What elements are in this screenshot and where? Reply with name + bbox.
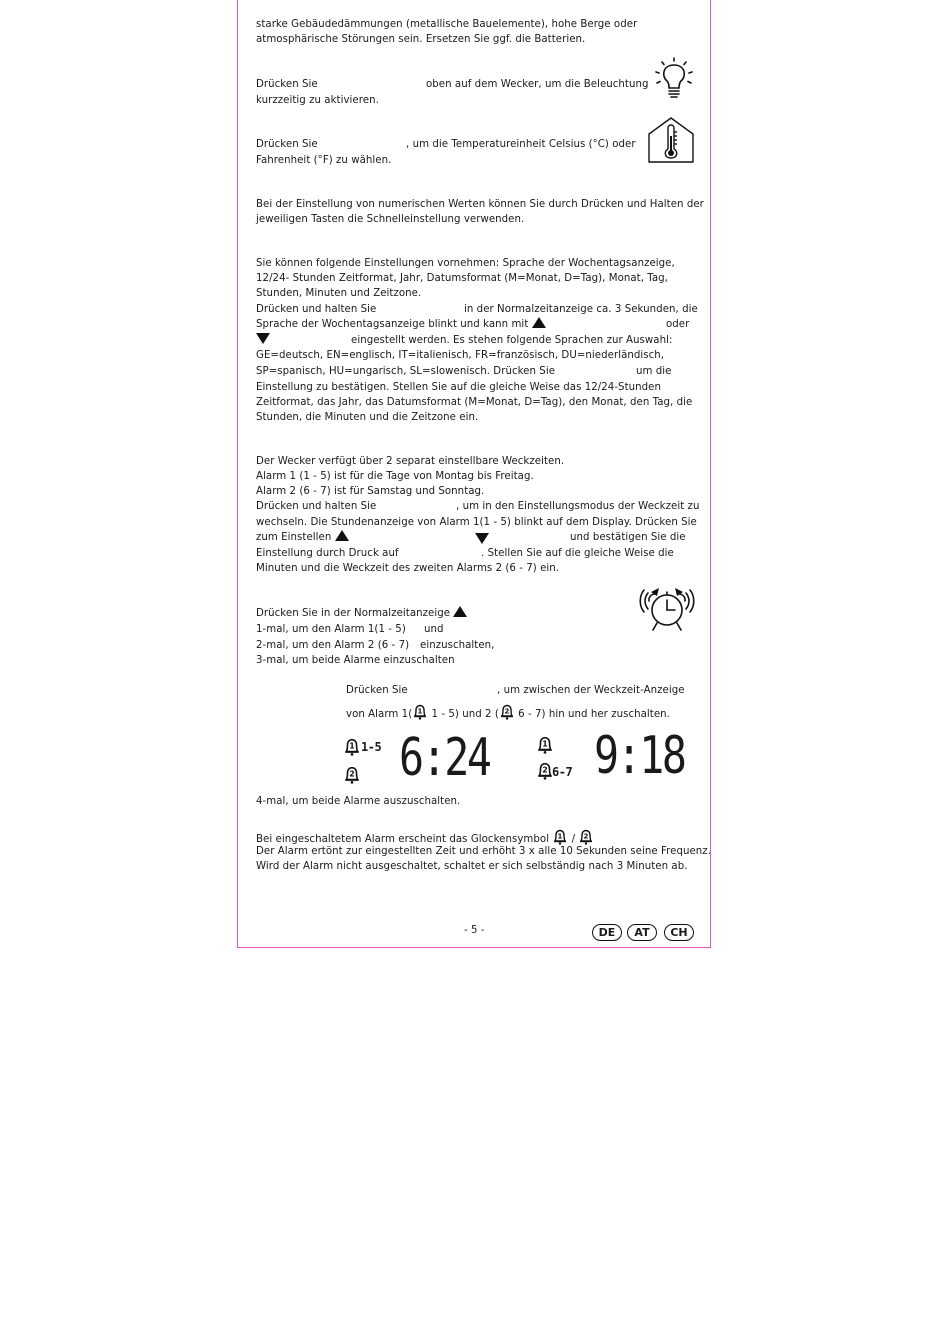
text-segment: Sprache der Wochentagsanzeige blinkt und kann mit (256, 319, 529, 330)
down-arrow-icon (256, 333, 270, 344)
bell-1-icon (552, 829, 568, 845)
text-line: 4-mal, um beide Alarme auszuschalten. (256, 796, 461, 807)
alarm-clock-icon (637, 584, 697, 634)
page-number: - 5 - (464, 925, 485, 936)
svg-text:2: 2 (542, 765, 548, 775)
up-arrow-icon (453, 606, 467, 617)
text-line: Stunden, Minuten und Zeitzone. (256, 288, 422, 299)
text-line: 1-mal, um den Alarm 1(1 - 5) (256, 624, 406, 635)
text-line: Drücken Sie (346, 685, 408, 696)
text-line: Einstellung durch Druck auf (256, 548, 399, 559)
text-segment: 1 - 5) und 2 ( (431, 709, 499, 720)
lcd-time: 6:24 (399, 728, 490, 788)
text-segment: 6 - 7) hin und her zuschalten. (518, 709, 670, 720)
bell-2-icon (499, 704, 515, 720)
country-badge-de: DE (592, 924, 622, 941)
text-line: Der Wecker verfügt über 2 separat einstellbare Weckzeiten. (256, 456, 565, 467)
text-segment: zum Einstellen (256, 532, 332, 543)
text-line: Alarm 2 (6 - 7) ist für Samstag und Sonntag. (256, 486, 485, 497)
svg-text:1: 1 (417, 707, 423, 716)
text-line: um die (636, 366, 672, 377)
text-line: Minuten und die Weckzeit des zweiten Alarms 2 (6 - 7) ein. (256, 563, 560, 574)
light-bulb-icon (653, 57, 697, 103)
country-badge-at: AT (627, 924, 657, 941)
alarm-range-label: 1-5 (361, 740, 382, 754)
text-line: oder (666, 319, 690, 330)
lcd-time: 9:18 (594, 726, 685, 786)
text-line: Drücken und halten Sie (256, 501, 377, 512)
lcd-display-left (343, 728, 493, 788)
text-line: jeweiligen Tasten die Schnelleinstellung verwenden. (256, 214, 525, 225)
text-line: eingestellt werden. Es stehen folgende Sprachen zur Auswahl: (351, 335, 673, 346)
text-line (256, 317, 546, 333)
bell-1-icon (536, 736, 554, 754)
text-line: Sie können folgende Einstellungen vornehmen: Sprache der Wochentagsanzeige, (256, 258, 675, 269)
text-line: und (424, 624, 444, 635)
text-line: Wird der Alarm nicht ausgeschaltet, schaltet er sich selbständig nach 3 Minuten ab. (256, 861, 688, 872)
text-line (256, 530, 349, 546)
bell-1-icon (343, 738, 361, 756)
text-line: Bei der Einstellung von numerischen Werten können Sie durch Drücken und Halten der (256, 199, 704, 210)
text-line: Alarm 1 (1 - 5) ist für die Tage von Montag bis Freitag. (256, 471, 534, 482)
country-badge-ch: CH (664, 924, 694, 941)
down-arrow-icon (475, 533, 489, 544)
thermometer-house-icon (646, 116, 696, 164)
lcd-display-right (536, 726, 686, 788)
text-line: Der Alarm ertönt zur eingestellten Zeit und erhöht 3 x alle 10 Sekunden seine Frequenz. (256, 846, 711, 857)
text-line: GE=deutsch, EN=englisch, IT=italienisch, FR=französisch, DU=niederländisch, (256, 350, 665, 361)
text-segment: Bei eingeschaltetem Alarm erscheint das Glockensymbol (256, 834, 550, 845)
text-line: starke Gebäudedämmungen (metallische Bauelemente), hohe Berge oder (256, 19, 638, 30)
text-line: 3-mal, um beide Alarme einzuschalten (256, 655, 455, 666)
text-line: Einstellung zu bestätigen. Stellen Sie auf die gleiche Weise das 12/24-Stunden (256, 382, 661, 393)
text-line: kurzzeitig zu aktivieren. (256, 95, 379, 106)
svg-text:1: 1 (542, 739, 548, 749)
bell-2-icon (343, 766, 361, 784)
text-line (256, 333, 270, 349)
text-line: und bestätigen Sie die (570, 532, 686, 543)
text-line: einzuschalten, (420, 640, 495, 651)
text-line: 12/24- Stunden Zeitformat, Jahr, Datumsformat (M=Monat, D=Tag), Monat, Tag, (256, 273, 668, 284)
text-line: Zeitformat, das Jahr, das Datumsformat (M=Monat, D=Tag), den Monat, den Tag, die (256, 397, 693, 408)
svg-text:2: 2 (504, 707, 510, 716)
text-segment: von Alarm 1( (346, 709, 413, 720)
text-line (256, 606, 467, 622)
text-line: Stunden, die Minuten und die Zeitzone ein. (256, 412, 479, 423)
text-segment: Drücken Sie in der Normalzeitanzeige (256, 608, 451, 619)
text-line: atmosphärische Störungen sein. Ersetzen Sie ggf. die Batterien. (256, 34, 586, 45)
text-segment: Drücken Sie (256, 79, 318, 90)
bell-2-icon (578, 829, 594, 845)
text-line: in der Normalzeitanzeige ca. 3 Sekunden, die (464, 304, 698, 315)
text-line: 2-mal, um den Alarm 2 (6 - 7) (256, 640, 410, 651)
text-line: SP=spanisch, HU=ungarisch, SL=slowenisch. Drücken Sie (256, 366, 556, 377)
text-line: Drücken Sie (256, 139, 318, 150)
text-line: Fahrenheit (°F) zu wählen. (256, 155, 392, 166)
text-line: . Stellen Sie auf die gleiche Weise die (481, 548, 674, 559)
svg-text:1: 1 (557, 832, 563, 841)
text-line: Drücken und halten Sie (256, 304, 377, 315)
text-line (346, 704, 670, 723)
text-line (256, 77, 318, 93)
text-line: , um in den Einstellungsmodus der Weckzeit zu (456, 501, 700, 512)
svg-text:1: 1 (349, 741, 355, 751)
alarm-range-label: 6-7 (552, 765, 573, 779)
text-segment: / (571, 834, 576, 845)
text-line: wechseln. Die Stundenanzeige von Alarm 1(1 - 5) blinkt auf dem Display. Drücken Sie (256, 517, 697, 528)
svg-text:2: 2 (349, 769, 355, 779)
up-arrow-icon (532, 317, 546, 328)
text-line: , um zwischen der Weckzeit-Anzeige (497, 685, 685, 696)
text-line: oben auf dem Wecker, um die Beleuchtung (426, 79, 649, 90)
bell-1-icon (412, 704, 428, 720)
svg-text:2: 2 (583, 832, 589, 841)
text-line: , um die Temperatureinheit Celsius (°C) oder (406, 139, 636, 150)
up-arrow-icon (335, 530, 349, 541)
